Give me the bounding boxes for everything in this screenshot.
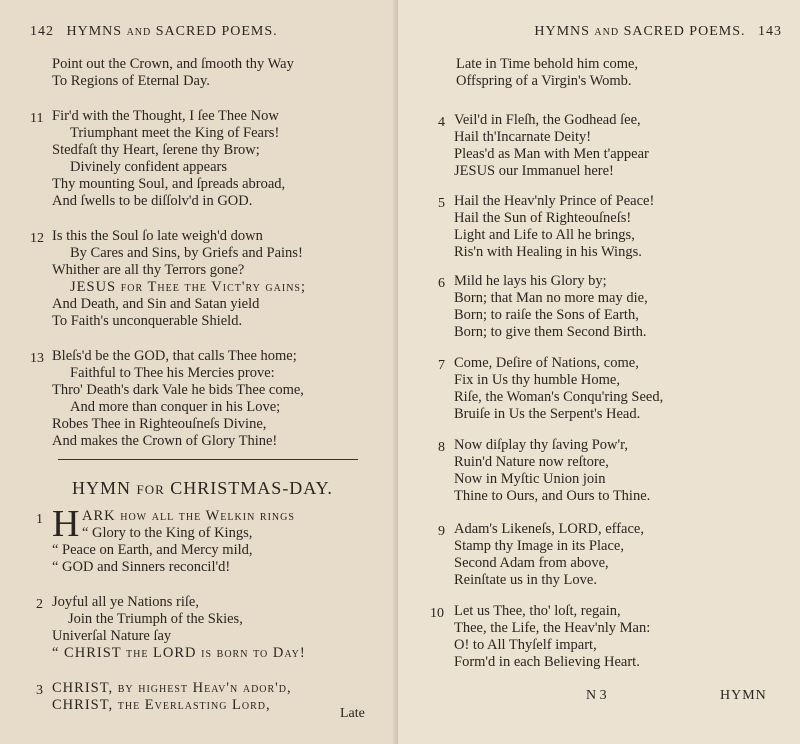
verse-line: Let us Thee, tho' loſt, regain, bbox=[454, 603, 621, 619]
verse-line: CHRIST, the Everlaſting Lord, bbox=[52, 697, 271, 713]
stanza-number: 11 bbox=[30, 111, 44, 126]
verse-line: Born; to raiſe the Sons of Earth, bbox=[454, 307, 639, 323]
signature-mark: N 3 bbox=[586, 688, 607, 703]
verse-line: Reinſtate us in thy Love. bbox=[454, 572, 597, 588]
stanza-number: 4 bbox=[438, 115, 445, 130]
verse-line: Stedfaſt thy Heart, ſerene thy Brow; bbox=[52, 142, 260, 158]
stanza-number: 3 bbox=[36, 683, 43, 698]
verse-line: Form'd in each Believing Heart. bbox=[454, 654, 640, 670]
stanza-number: 6 bbox=[438, 276, 445, 291]
verse-line: Divinely confident appears bbox=[70, 159, 228, 175]
verse-line: Come, Deſire of Nations, come, bbox=[454, 355, 639, 371]
verse-line: Point out the Crown, and ſmooth thy Way bbox=[52, 56, 294, 72]
verse-line: Faithful to Thee his Mercies prove: bbox=[70, 365, 275, 381]
verse-line: Light and Life to All he brings, bbox=[454, 227, 635, 243]
stanza-number: 5 bbox=[438, 196, 445, 211]
verse-line: Bleſs'd be the GOD, that calls Thee home; bbox=[52, 348, 297, 364]
verse-line: Fix in Us thy humble Home, bbox=[454, 372, 620, 388]
verse-line: Born; to give them Second Birth. bbox=[454, 324, 647, 340]
verse-line: And more than conquer in his Love; bbox=[70, 399, 281, 415]
right-page bbox=[398, 0, 800, 744]
verse-line: Join the Triumph of the Skies, bbox=[68, 611, 243, 627]
verse-line: “ Peace on Earth, and Mercy mild, bbox=[52, 542, 253, 558]
left-running-title: HYMNS and SACRED POEMS. bbox=[66, 24, 278, 39]
stanza-number: 9 bbox=[438, 524, 445, 539]
catchword: Late bbox=[340, 706, 365, 721]
verse-line: Bruiſe in Us the Serpent's Head. bbox=[454, 406, 641, 422]
verse-line: Ris'n with Healing in his Wings. bbox=[454, 244, 642, 260]
verse-line: Thine to Ours, and Ours to Thine. bbox=[454, 488, 651, 504]
verse-line: JESUS our Immanuel here! bbox=[454, 163, 614, 179]
verse-line: And ſwells to be diſſolv'd in GOD. bbox=[52, 193, 253, 209]
verse-line: Hail th'Incarnate Deity! bbox=[454, 129, 592, 145]
verse-line: Fir'd with the Thought, I ſee Thee Now bbox=[52, 108, 279, 124]
verse-line: Veil'd in Fleſh, the Godhead ſee, bbox=[454, 112, 641, 128]
right-running-title: HYMNS and SACRED POEMS. bbox=[534, 24, 746, 39]
verse-line: Second Adam from above, bbox=[454, 555, 609, 571]
left-page bbox=[0, 0, 398, 744]
verse-line: Whither are all thy Terrors gone? bbox=[52, 262, 245, 278]
verse-line: Now in Myſtic Union join bbox=[454, 471, 606, 487]
verse-line: By Cares and Sins, by Griefs and Pains! bbox=[70, 245, 303, 261]
verse-line: To Regions of Eternal Day. bbox=[52, 73, 210, 89]
verse-line: Ruin'd Nature now reſtore, bbox=[454, 454, 609, 470]
verse-line: Adam's Likeneſs, LORD, efface, bbox=[454, 521, 644, 537]
verse-line: Robes Thee in Righteouſneſs Divine, bbox=[52, 416, 267, 432]
left-page-number: 142 bbox=[30, 24, 54, 39]
verse-line: “ Glory to the King of Kings, bbox=[82, 525, 253, 541]
verse-line: Riſe, the Woman's Conqu'ring Seed, bbox=[454, 389, 664, 405]
verse-line: “ CHRIST the LORD is born to Day! bbox=[52, 645, 306, 661]
drop-cap: H bbox=[52, 503, 80, 545]
verse-line: ARK how all the Welkin rings bbox=[82, 508, 295, 524]
section-rule bbox=[58, 459, 358, 460]
verse-line: Thee, the Life, the Heav'nly Man: bbox=[454, 620, 651, 636]
verse-line: Triumphant meet the King of Fears! bbox=[70, 125, 280, 141]
hymn-title: HYMN for CHRISTMAS-DAY. bbox=[72, 478, 333, 498]
verse-line: Pleas'd as Man with Men t'appear bbox=[454, 146, 649, 162]
verse-line: Stamp thy Image in its Place, bbox=[454, 538, 624, 554]
stanza-number: 8 bbox=[438, 440, 445, 455]
verse-line: Is this the Soul ſo late weigh'd down bbox=[52, 228, 263, 244]
verse-line: Hail the Heav'nly Prince of Peace! bbox=[454, 193, 655, 209]
verse-line: Now diſplay thy ſaving Pow'r, bbox=[454, 437, 629, 453]
verse-line: O! to All Thyſelf impart, bbox=[454, 637, 597, 653]
stanza-number: 12 bbox=[30, 231, 44, 246]
right-running-head bbox=[482, 24, 782, 40]
verse-line: Thy mounting Soul, and ſpreads abroad, bbox=[52, 176, 286, 192]
verse-line: And makes the Crown of Glory Thine! bbox=[52, 433, 278, 449]
stanza-number: 1 bbox=[36, 512, 43, 527]
verse-line: Offspring of a Virgin's Womb. bbox=[456, 73, 632, 89]
verse-line: To Faith's unconquerable Shield. bbox=[52, 313, 243, 329]
verse-line: Thro' Death's dark Vale he bids Thee come, bbox=[52, 382, 304, 398]
stanza-number: 2 bbox=[36, 597, 43, 612]
right-page-number: 143 bbox=[758, 24, 782, 39]
verse-line: Born; that Man no more may die, bbox=[454, 290, 648, 306]
verse-line: CHRIST, by higheſt Heav'n ador'd, bbox=[52, 680, 292, 696]
catchword: HYMN bbox=[720, 688, 767, 703]
verse-line: JESUS for Thee the Vict'ry gains; bbox=[70, 279, 307, 295]
verse-line: Univerſal Nature ſay bbox=[52, 628, 172, 644]
stanza-number: 13 bbox=[30, 351, 44, 366]
verse-line: “ GOD and Sinners reconcil'd! bbox=[52, 559, 231, 575]
verse-line: Late in Time behold him come, bbox=[456, 56, 639, 72]
verse-line: Joyful all ye Nations riſe, bbox=[52, 594, 199, 610]
left-running-head bbox=[30, 24, 350, 40]
stanza-number: 7 bbox=[438, 358, 445, 373]
stanza-number: 10 bbox=[430, 606, 444, 621]
verse-line: And Death, and Sin and Satan yield bbox=[52, 296, 260, 312]
verse-line: Hail the Sun of Righteouſneſs! bbox=[454, 210, 632, 226]
verse-line: Mild he lays his Glory by; bbox=[454, 273, 607, 289]
